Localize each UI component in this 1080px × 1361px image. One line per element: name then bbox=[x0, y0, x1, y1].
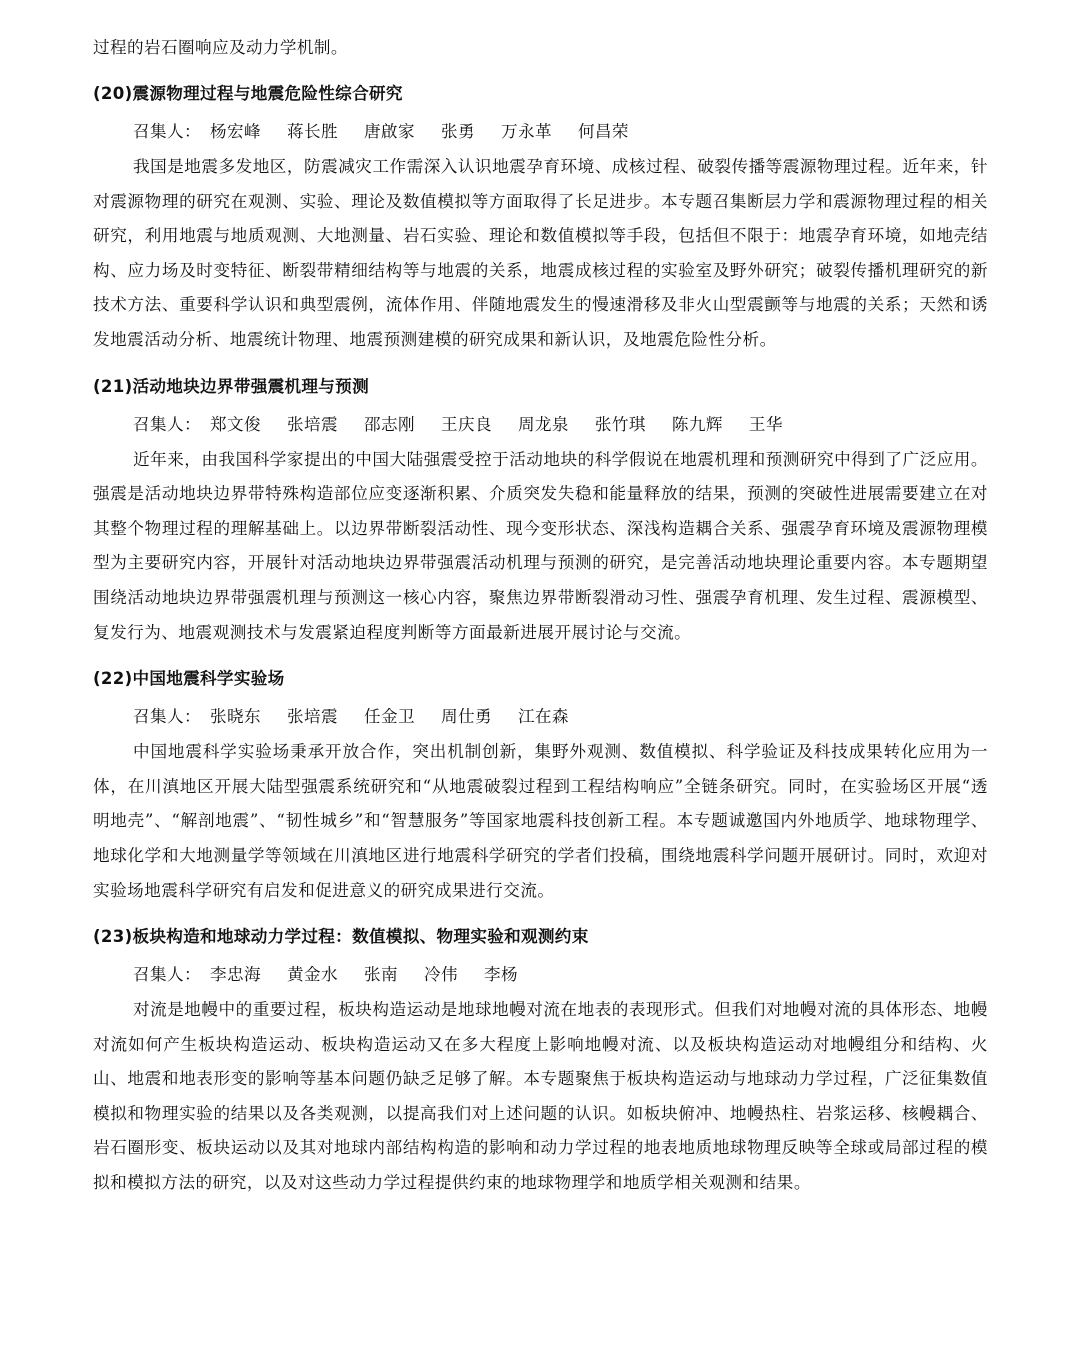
conveners-line bbox=[93, 113, 988, 150]
convener-name: 邵志刚 bbox=[363, 414, 415, 434]
convener-name: 任金卫 bbox=[363, 707, 415, 727]
convener-name: 江在森 bbox=[517, 707, 569, 727]
convener-name: 王华 bbox=[748, 414, 783, 434]
section-body: 近年来，由我国科学家提出的中国大陆强震受控于活动地块的科学假说在地震机理和预测研究中得到了广泛应用。强震是活动地块边界带特殊构造部位应变逐渐积累、介质突发失稳和能量释放的结果，预测的突破性进展需要建立在对其整个物理过程的理解基础上。以边界带断裂活动性、现今变形状态、深浅构造耦合关系、强震孕育环境及震源物理模型为主要研究内容，开展针对活动地块边界带强震活动机理与预测的研究，是完善活动地块理论重要内容。本专题期望围绕活动地块边界带强震机理与预测这一核心内容，聚焦边界带断裂滑动习性、强震孕育机理、发生过程、震源模型、复发行为、地震观测技术与发震紧迫程度判断等方面最新进展开展讨论与交流。 bbox=[93, 449, 988, 642]
convener-name: 万永革 bbox=[500, 122, 552, 141]
convener-name: 张晓东 bbox=[210, 707, 261, 727]
section-21 bbox=[93, 368, 988, 651]
conveners-line bbox=[93, 698, 988, 735]
section-title: (22)中国地震科学实验场 bbox=[93, 669, 285, 689]
section-body: 对流是地幔中的重要过程，板块构造运动是地球地幔对流在地表的表现形式。但我们对地幔对流的具体形态、地幔对流如何产生板块构造运动、板块构造运动又在多大程度上影响地幔对流、以及板块构造运动对地幔组分和结构、火山、地震和地表形变的影响等基本问题仍缺乏足够了解。本专题聚焦于板块构造运动与地球动力学过程，广泛征集数值模拟和物理实验的结果以及各类观测，以提高我们对上述问题的认识。如板块俯冲、地幔热柱、岩浆运移、核幔耦合、岩石圈形变、板块运动以及其对地球内部结构构造的影响和动力学过程的地表地质地球物理反映等全球或局部过程的模拟和模拟方法的研究，以及对这些动力学过程提供约束的地球物理学和地质学相关观测和结果。 bbox=[93, 1000, 988, 1193]
convener-name: 李杨 bbox=[483, 965, 518, 985]
convener-name: 郑文俊 bbox=[210, 414, 261, 434]
convener-name: 张培震 bbox=[286, 414, 338, 434]
conveners-label: 召集人： bbox=[133, 414, 201, 434]
section-title: (23)板块构造和地球动力学过程：数值模拟、物理实验和观测约束 bbox=[93, 927, 589, 947]
convener-name: 王庆良 bbox=[440, 414, 492, 434]
section-title: (20)震源物理过程与地震危险性综合研究 bbox=[93, 84, 403, 103]
section-body: 我国是地震多发地区，防震减灾工作需深入认识地震孕育环境、成核过程、破裂传播等震源物理过程。近年来，针对震源物理的研究在观测、实验、理论及数值模拟等方面取得了长足进步。本专题召集断层力学和震源物理过程的相关研究，利用地震与地质观测、大地测量、岩石实验、理论和数值模拟等手段，包括但不限于：地震孕育环境，如地壳结构、应力场及时变特征、断裂带精细结构等与地震的关系，地震成核过程的实验室及野外研究；破裂传播机理研究的新技术方法、重要科学认识和典型震例，流体作用、伴随地震发生的慢速滑移及非火山型震颤等与地震的关系；天然和诱发地震活动分析、地震统计物理、地震预测建模的研究成果和新认识，及地震危险性分析。 bbox=[93, 157, 988, 349]
convener-name: 黄金水 bbox=[286, 965, 338, 985]
convener-name: 周仕勇 bbox=[440, 707, 492, 727]
convener-name: 何昌荣 bbox=[577, 122, 629, 141]
convener-name: 唐啟家 bbox=[363, 122, 415, 141]
section-title: (21)活动地块边界带强震机理与预测 bbox=[93, 376, 369, 396]
conveners-label: 召集人： bbox=[133, 122, 201, 141]
conveners-label: 召集人： bbox=[133, 707, 201, 727]
section-20 bbox=[93, 75, 988, 358]
conveners-line bbox=[93, 956, 988, 993]
convener-name: 周龙泉 bbox=[517, 414, 569, 434]
convener-name: 张竹琪 bbox=[594, 414, 646, 434]
section-22 bbox=[93, 660, 988, 908]
section-23 bbox=[93, 918, 988, 1201]
convener-name: 张南 bbox=[363, 965, 398, 985]
conveners-line bbox=[93, 406, 988, 443]
convener-name: 张勇 bbox=[440, 122, 475, 141]
convener-name: 冷伟 bbox=[423, 965, 458, 985]
convener-name: 杨宏峰 bbox=[210, 122, 261, 141]
conveners-label: 召集人： bbox=[133, 965, 201, 985]
section-body: 中国地震科学实验场秉承开放合作，突出机制创新，集野外观测、数值模拟、科学验证及科技成果转化应用为一体，在川滇地区开展大陆型强震系统研究和“从地震破裂过程到工程结构响应”全链条研究。同时，在实验场区开展“透明地壳”、“解剖地震”、“韧性城乡”和“智慧服务”等国家地震科技创新工程。本专题诚邀国内外地质学、地球物理学、地球化学和大地测量学等领域在川滇地区进行地震科学研究的学者们投稿，围绕地震科学问题开展研讨。同时，欢迎对实验场地震科学研究有启发和促进意义的研究成果进行交流。 bbox=[93, 742, 988, 900]
convener-name: 陈九辉 bbox=[671, 414, 723, 434]
convener-name: 李忠海 bbox=[210, 965, 261, 985]
convener-name: 张培震 bbox=[286, 707, 338, 727]
intro-paragraph: 过程的岩石圈响应及动力学机制。 bbox=[93, 38, 348, 57]
convener-name: 蒋长胜 bbox=[286, 122, 338, 141]
